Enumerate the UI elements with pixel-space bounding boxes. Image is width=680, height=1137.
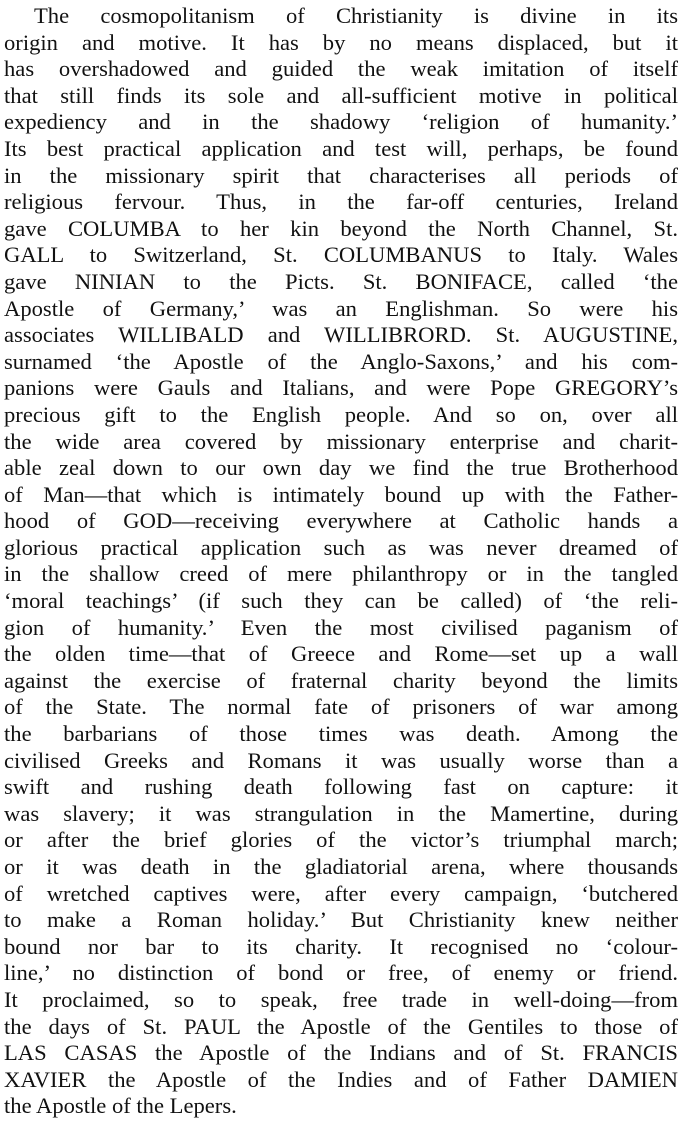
text-line: has overshadowed and guided the weak imitation of itself (4, 56, 678, 82)
article-paragraph (4, 3, 678, 1120)
text-line: bound nor bar to its charity. It recognised no ‘colour- (4, 933, 678, 959)
text-line: able zeal down to our own day we find the true Brotherhood (4, 455, 678, 481)
text-line: It proclaimed, so to speak, free trade in well-doing—from (4, 986, 678, 1012)
text-line: swift and rushing death following fast on capture: it (4, 774, 678, 800)
text-line: religious fervour. Thus, in the far-off centuries, Ireland (4, 189, 678, 215)
text-line: line,’ no distinction of bond or free, of enemy or friend. (4, 960, 678, 986)
text-line: in the missionary spirit that characterises all periods of (4, 162, 678, 188)
text-line: to make a Roman holiday.’ But Christianity knew neither (4, 907, 678, 933)
text-line: ‘moral teachings’ (if such they can be called) of ‘the reli- (4, 588, 678, 614)
text-line: of wretched captives were, after every campaign, ‘butchered (4, 880, 678, 906)
text-line: panions were Gauls and Italians, and were Pope GREGORY’s (4, 375, 678, 401)
text-line: the days of St. PAUL the Apostle of the Gentiles to those of (4, 1013, 678, 1039)
text-line: or it was death in the gladiatorial arena, where thousands (4, 854, 678, 879)
text-line: XAVIER the Apostle of the Indies and of Father DAMIEN (4, 1066, 678, 1092)
text-line: The cosmopolitanism of Christianity is divine in its (34, 3, 678, 28)
text-line: origin and motive. It has by no means displaced, but it (4, 29, 678, 55)
text-line: civilised Greeks and Romans it was usually worse than a (4, 747, 678, 773)
text-line: in the shallow creed of mere philanthropy or in the tangled (4, 561, 678, 587)
text-line: the wide area covered by missionary enterprise and charit- (4, 428, 678, 454)
text-line: of Man—that which is intimately bound up with the Father- (4, 481, 678, 507)
text-line: gion of humanity.’ Even the most civilised paganism of (4, 614, 678, 640)
text-line: the Apostle of the Lepers. (4, 1093, 237, 1119)
text-line: surnamed ‘the Apostle of the Anglo-Saxons,’ and his com- (4, 348, 678, 374)
text-line: the barbarians of those times was death. Among the (4, 721, 678, 747)
text-line: expediency and in the shadowy ‘religion of humanity.’ (4, 109, 678, 135)
text-line: the olden time—that of Greece and Rome—set up a wall (4, 641, 678, 667)
text-line: against the exercise of fraternal charity beyond the limits (4, 667, 678, 693)
text-line: precious gift to the English people. And so on, over all (4, 401, 678, 427)
text-line: of the State. The normal fate of prisoners of war among (4, 694, 678, 720)
text-line: Its best practical application and test will, perhaps, be found (4, 135, 678, 161)
text-line: LAS CASAS the Apostle of the Indians and of St. FRANCIS (4, 1040, 678, 1066)
text-line: GALL to Switzerland, St. COLUMBANUS to Italy. Wales (4, 242, 678, 268)
text-line: glorious practical application such as was never dreamed of (4, 534, 678, 560)
text-line: Apostle of Germany,’ was an Englishman. So were his (4, 295, 678, 321)
text-line: or after the brief glories of the victor’s triumphal march; (4, 827, 678, 853)
text-line: associates WILLIBALD and WILLIBRORD. St. AUGUSTINE, (4, 322, 678, 348)
text-line: that still finds its sole and all-sufficient motive in political (4, 82, 678, 108)
text-line: gave NINIAN to the Picts. St. BONIFACE, called ‘the (4, 268, 678, 294)
text-line: hood of GOD—receiving everywhere at Catholic hands a (4, 508, 678, 534)
text-line: was slavery; it was strangulation in the Mamertine, during (4, 800, 678, 826)
text-line: gave COLUMBA to her kin beyond the North Channel, St. (4, 215, 678, 241)
